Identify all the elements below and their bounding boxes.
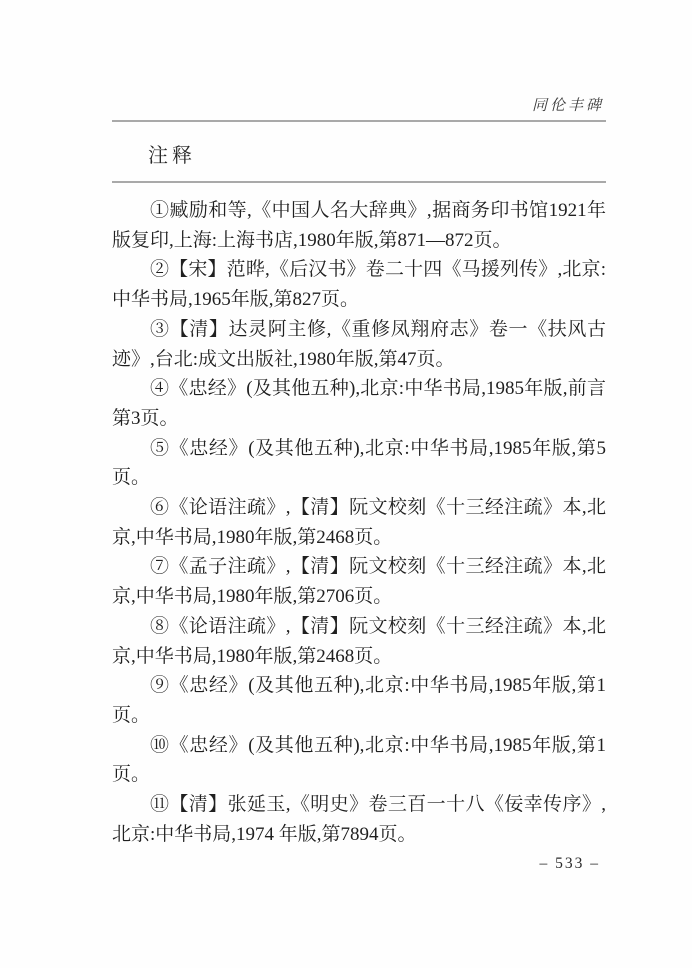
- section-title: 注释: [148, 145, 196, 167]
- footnote: ⑦《孟子注疏》,【清】阮文校刻《十三经注疏》本,北京,中华书局,1980年版,第2706页。: [112, 556, 606, 608]
- footnote: ③【清】达灵阿主修,《重修凤翔府志》卷一《扶风古迹》,台北:成文出版社,1980年版,第47页。: [112, 318, 606, 370]
- footnote: ⑩《忠经》(及其他五种),北京:中华书局,1985年版,第1页。: [112, 734, 606, 786]
- running-header-title: 同伦丰碑: [531, 98, 604, 114]
- footnotes-list: [112, 196, 606, 849]
- footnote: ④《忠经》(及其他五种),北京:中华书局,1985年版,前言第3页。: [112, 378, 606, 429]
- section-rule: [112, 181, 606, 183]
- footnote: ⑤《忠经》(及其他五种),北京:中华书局,1985年版,第5页。: [112, 437, 606, 489]
- footnote: ①臧励和等,《中国人名大辞典》,据商务印书馆1921年版复印,上海:上海书店,1980年版,第871—872页。: [112, 200, 606, 251]
- page-number: – 533 –: [539, 855, 600, 872]
- footnote: ②【宋】范晔,《后汉书》卷二十四《马援列传》,北京:中华书局,1965年版,第827页。: [112, 259, 606, 311]
- footnote: ⑥《论语注疏》,【清】阮文校刻《十三经注疏》本,北京,中华书局,1980年版,第2468页。: [112, 497, 606, 548]
- footnote: ⑨《忠经》(及其他五种),北京:中华书局,1985年版,第1页。: [112, 675, 606, 726]
- footnote: ⑧《论语注疏》,【清】阮文校刻《十三经注疏》本,北京,中华书局,1980年版,第2468页。: [112, 615, 606, 667]
- page-content: [112, 0, 606, 849]
- footnote: ⑪【清】张延玉,《明史》卷三百一十八《佞幸传序》,北京:中华书局,1974 年版,第7894页。: [112, 794, 606, 845]
- header-rule: [112, 120, 606, 122]
